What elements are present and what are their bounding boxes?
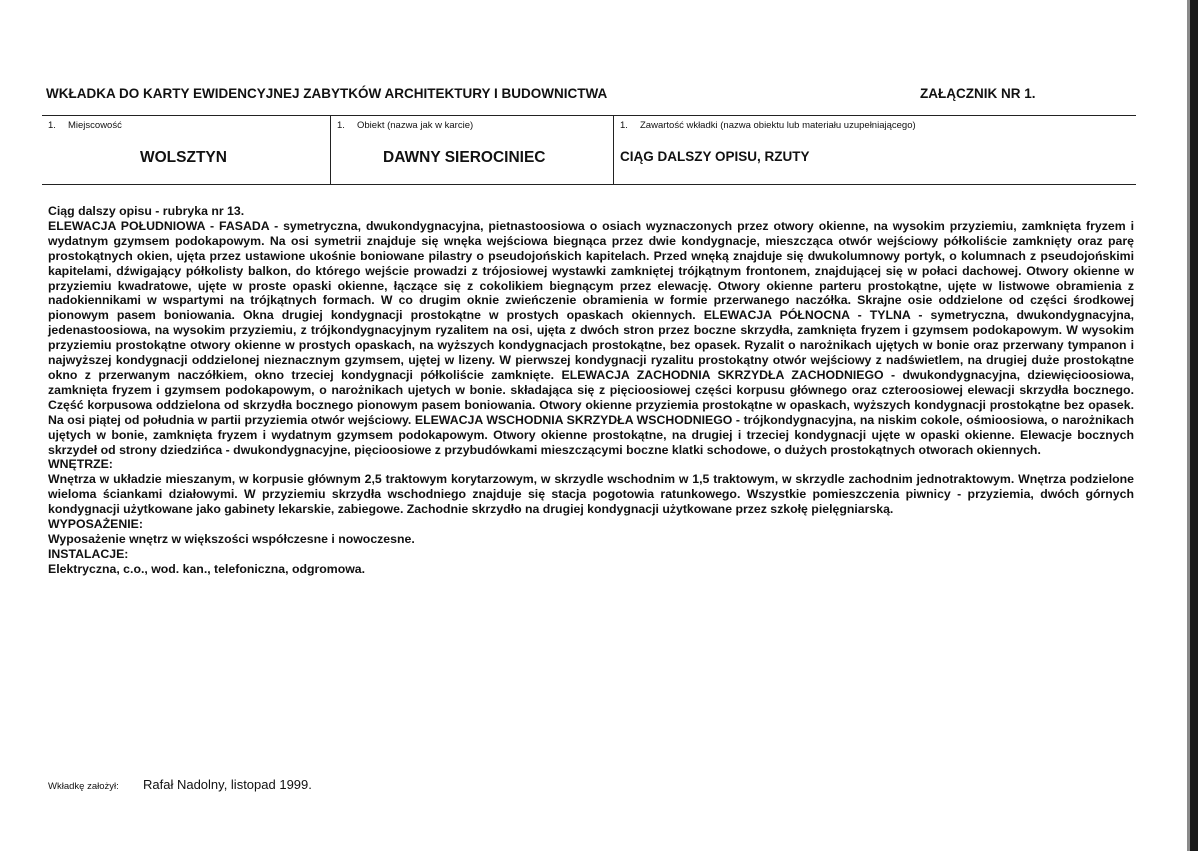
footer-label: Wkładkę założył: bbox=[48, 781, 119, 792]
installations-heading: INSTALACJE: bbox=[48, 546, 129, 561]
installations-paragraph: Elektryczna, c.o., wod. kan., telefoniczna, odgromowa. bbox=[48, 561, 366, 576]
cell-label-text: Obiekt (nazwa jak w karcie) bbox=[357, 120, 474, 131]
cell-locality bbox=[42, 116, 330, 184]
info-table bbox=[42, 115, 1136, 185]
cell-label-text: Miejscowość bbox=[68, 120, 122, 131]
furnishing-heading: WYPOSAŻENIE: bbox=[48, 517, 143, 532]
cell-content bbox=[613, 116, 1136, 184]
cell-object bbox=[330, 116, 613, 184]
description-body bbox=[48, 204, 1134, 577]
cell-object-label bbox=[337, 120, 473, 131]
cell-locality-label bbox=[48, 120, 122, 131]
cell-object-value: DAWNY SIEROCINIEC bbox=[383, 149, 546, 166]
scan-edge bbox=[1190, 0, 1198, 851]
interiors-paragraph: Wnętrza w układzie mieszanym, w korpusie głównym 2,5 traktowym korytarzowym, w skrzydle wschodnim w 1,5 traktowym, w skrzydle zachodnim jednotraktowym. Wnętrza podzielone wieloma ściankami działowymi. W przyziemiu skrzydła wschodniego znajduje się stacja pogotowia ratunkowego. Wszystkie pomieszczenia piwnicy - przyziemia, dwóch górnych kondygnacji użytkowane jako gabinety lekarskie, zabiegowe. Zachodnie skrzydło na drugiej kondygnacji użytkowane przez szkołę pielęgniarską. bbox=[48, 472, 1134, 517]
cell-number: 1. bbox=[48, 120, 56, 131]
intro-line: Ciąg dalszy opisu - rubryka nr 13. bbox=[48, 204, 245, 218]
interiors-heading: WNĘTRZE: bbox=[48, 457, 113, 472]
cell-number: 1. bbox=[620, 120, 628, 131]
cell-content-value: CIĄG DALSZY OPISU, RZUTY bbox=[620, 149, 810, 164]
cell-label-text: Zawartość wkładki (nazwa obiektu lub materiału uzupełniającego) bbox=[640, 120, 916, 131]
annex-number: ZAŁĄCZNIK NR 1. bbox=[920, 86, 1036, 101]
document-title: WKŁADKA DO KARTY EWIDENCYJNEJ ZABYTKÓW ARCHITEKTURY I BUDOWNICTWA bbox=[46, 86, 608, 101]
cell-number: 1. bbox=[337, 120, 345, 131]
footer-author: Rafał Nadolny, listopad 1999. bbox=[143, 777, 312, 792]
cell-locality-value: WOLSZTYN bbox=[140, 149, 227, 166]
furnishing-paragraph: Wyposażenie wnętrz w większości współczesne i nowoczesne. bbox=[48, 531, 415, 546]
cell-content-label bbox=[620, 120, 916, 131]
description-paragraph: ELEWACJA POŁUDNIOWA - FASADA - symetryczna, dwukondygnacyjna, pietnastoosiowa o osiach wyznaczonych przez otwory okienne, na wysokim przyziemiu, zamknięta fryzem i wydatnym gzymsem podokapowym. Na osi symetrii znajduje się wnęka wejściowa biegnąca przez dwie kondygnacje, mieszcząca otwór wejściowy półkoliście zamknięty oraz parę prostokątnych okien, ujęta przez ustawione ukośnie boniowane pilastry o pseudojońskich kapitelach. Przed wnęką znajduje się dwukolumnowy portyk, o kolumnach z pseudojońskimi kapitelami, dźwigający półkolisty balkon, do którego wejście prowadzi z trójosiowej wystawki zamkniętej trójkątnym frontonem, znajdującej się w połaci dachowej. Otwory okienne w przyziemiu kwadratowe, ujęte w proste opaski okienne, łączące się z cokolikiem biegnącym przez elewację. Otwory okienne parteru prostokątne, ujęte w listwowe obramienia z nadokiennikami w wspartymi na trójkątnych formach. W co drugim oknie zwieńczenie obramienia w formie przerwanego naczółka. Skrajne osie oddzielone od części środkowej pionowym pasem boniowania. Okna drugiej kondygnacji prostokątne w prostych opaskach okiennych. ELEWACJA PÓŁNOCNA - TYLNA - symetryczna, dwukondygnacyjna, jedenastoosiowa, na wysokim przyziemiu, z trójkondygnacyjnym ryzalitem na osi, ujęta z dwóch stron przez boczne skrzydła, zamknięta fryzem i gzymsem podokapowym. W wysokim przyziemiu prostokątne otwory okienne w prostych opaskach, na wyższych kondygnacjach prostokątne, bez opasek. Ryzalit o narożnikach ujętych w bonie oraz przerwany tympanon i najwyższej kondygnacji oddzielonej nieznacznym gzymsem, ujętej w lizeny. W pierwszej kondygnacji ryzalitu prostokątny otwór wejściowy z nadświetlem, na drugiej duże prostokątne okno z przerwanym naczółkiem, okno trzeciej kondygnacji półkoliście zamknięte. ELEWACJA ZACHODNIA SKRZYDŁA ZACHODNIEGO - dwukondygnacyjna, dziewięcioosiowa, zamknięta fryzem i gzymsem podokapowym, o narożnikach ujetych w bonie. składająca się z pięcioosiowej części korpusu głównego oraz czteroosiowej elewacji skrzydła bocznego. Część korpusowa oddzielona od skrzydła bocznego pionowym pasem boniowania. Otwory okienne przyziemia prostokątne w opaskach, wyższych kondygnacji prostokątne bez opasek. Na osi piątej od południa w partii przyziemia otwór wejściowy. ELEWACJA WSCHODNIA SKRZYDŁA WSCHODNIEGO - trójkondygnacyjna, na niskim cokole, ośmioosiowa, o narożnikach ujętych w bonie, zamknięta fryzem i wydatnym gzymsem podokapowym. Otwory okienne prostokątne, na drugiej i trzeciej kondygnacji ujęte w opaski okienne. Elewacje bocznych skrzydeł od strony dziedzińca - dwukondygnacyjne, pięcioosiowe z przybudówkami mieszczącymi boczne klatki schodowe, o dużych prostokątnych otworach okiennych. bbox=[48, 218, 1134, 457]
